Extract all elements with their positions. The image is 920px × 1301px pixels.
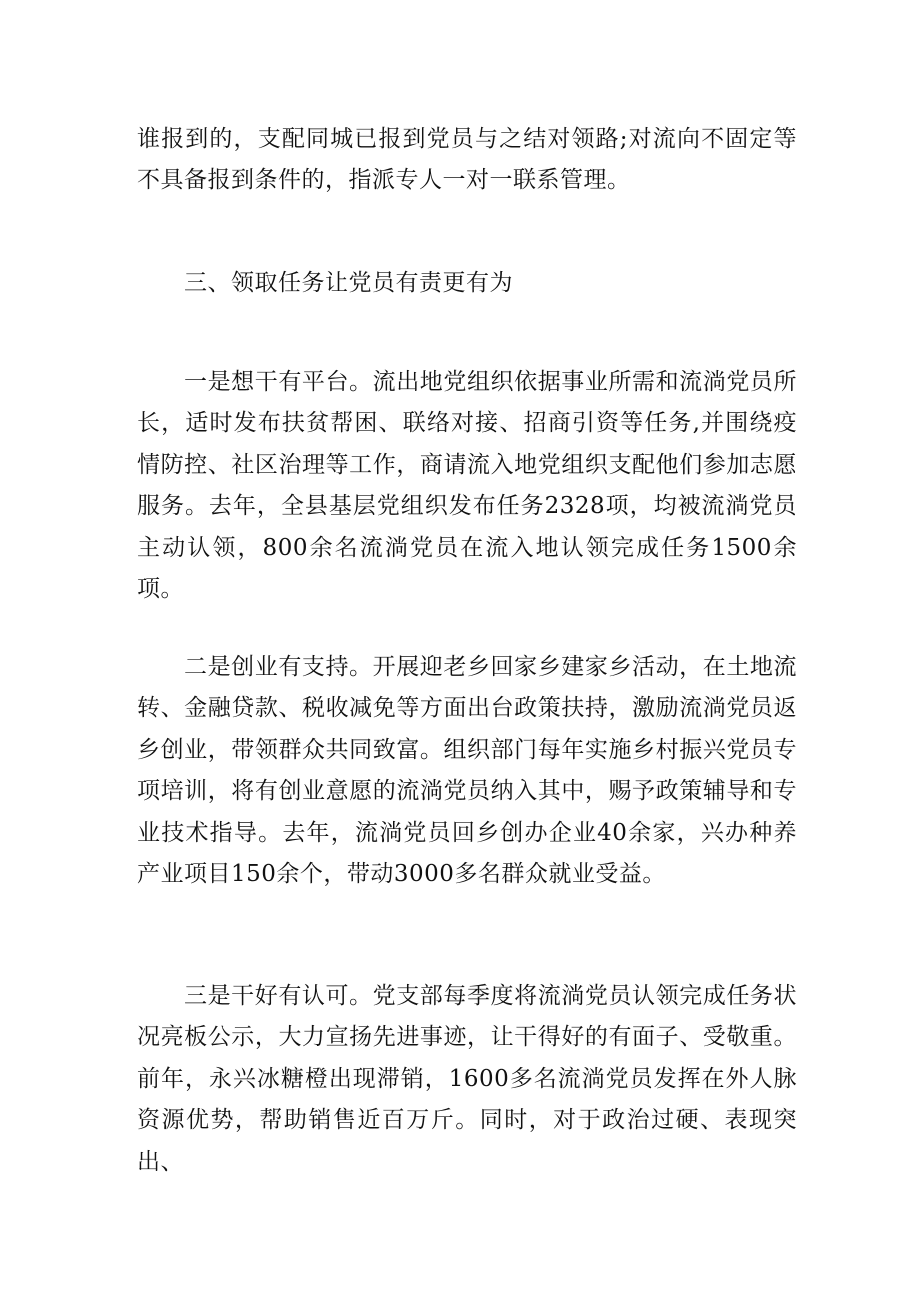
paragraph-recognition: 三是干好有认可。党支部每季度将流淌党员认领完成任务状况亮板公示，大力宣扬先进事迹，让干得好的有面子、受敬重。前年，永兴冰糖橙出现滞销，1600多名流淌党员发挥在外人脉资源优势，帮助销售近百万斤。同时，对于政治过硬、表现突出、	[137, 983, 797, 1175]
paragraph-platform: 一是想干有平台。流出地党组织依据事业所需和流淌党员所长，适时发布扶贫帮困、联络对接、招商引资等任务,并围绕疫情防控、社区治理等工作，商请流入地党组织支配他们参加志愿服务。去年，全县基层党组织发布任务2328项，均被流淌党员主动认领，800余名流淌党员在流入地认领完成任务1500余项。	[137, 369, 797, 603]
paragraph-entrepreneurship: 二是创业有支持。开展迎老乡回家乡建家乡活动，在土地流转、金融贷款、税收减免等方面出台政策扶持，激励流淌党员返乡创业，带领群众共同致富。组织部门每年实施乡村振兴党员专项培训，将有创业意愿的流淌党员纳入其中，赐予政策辅导和专业技术指导。去年，流淌党员回乡创办企业40余家，兴办种养产业项目150余个，带动3000多名群众就业受益。	[137, 654, 797, 888]
paragraph-continuation: 谁报到的，支配同城已报到党员与之结对领路;对流向不固定等不具备报到条件的，指派专人一对一联系管理。	[137, 126, 797, 194]
section-heading: 三、领取任务让党员有责更有为	[184, 270, 513, 296]
